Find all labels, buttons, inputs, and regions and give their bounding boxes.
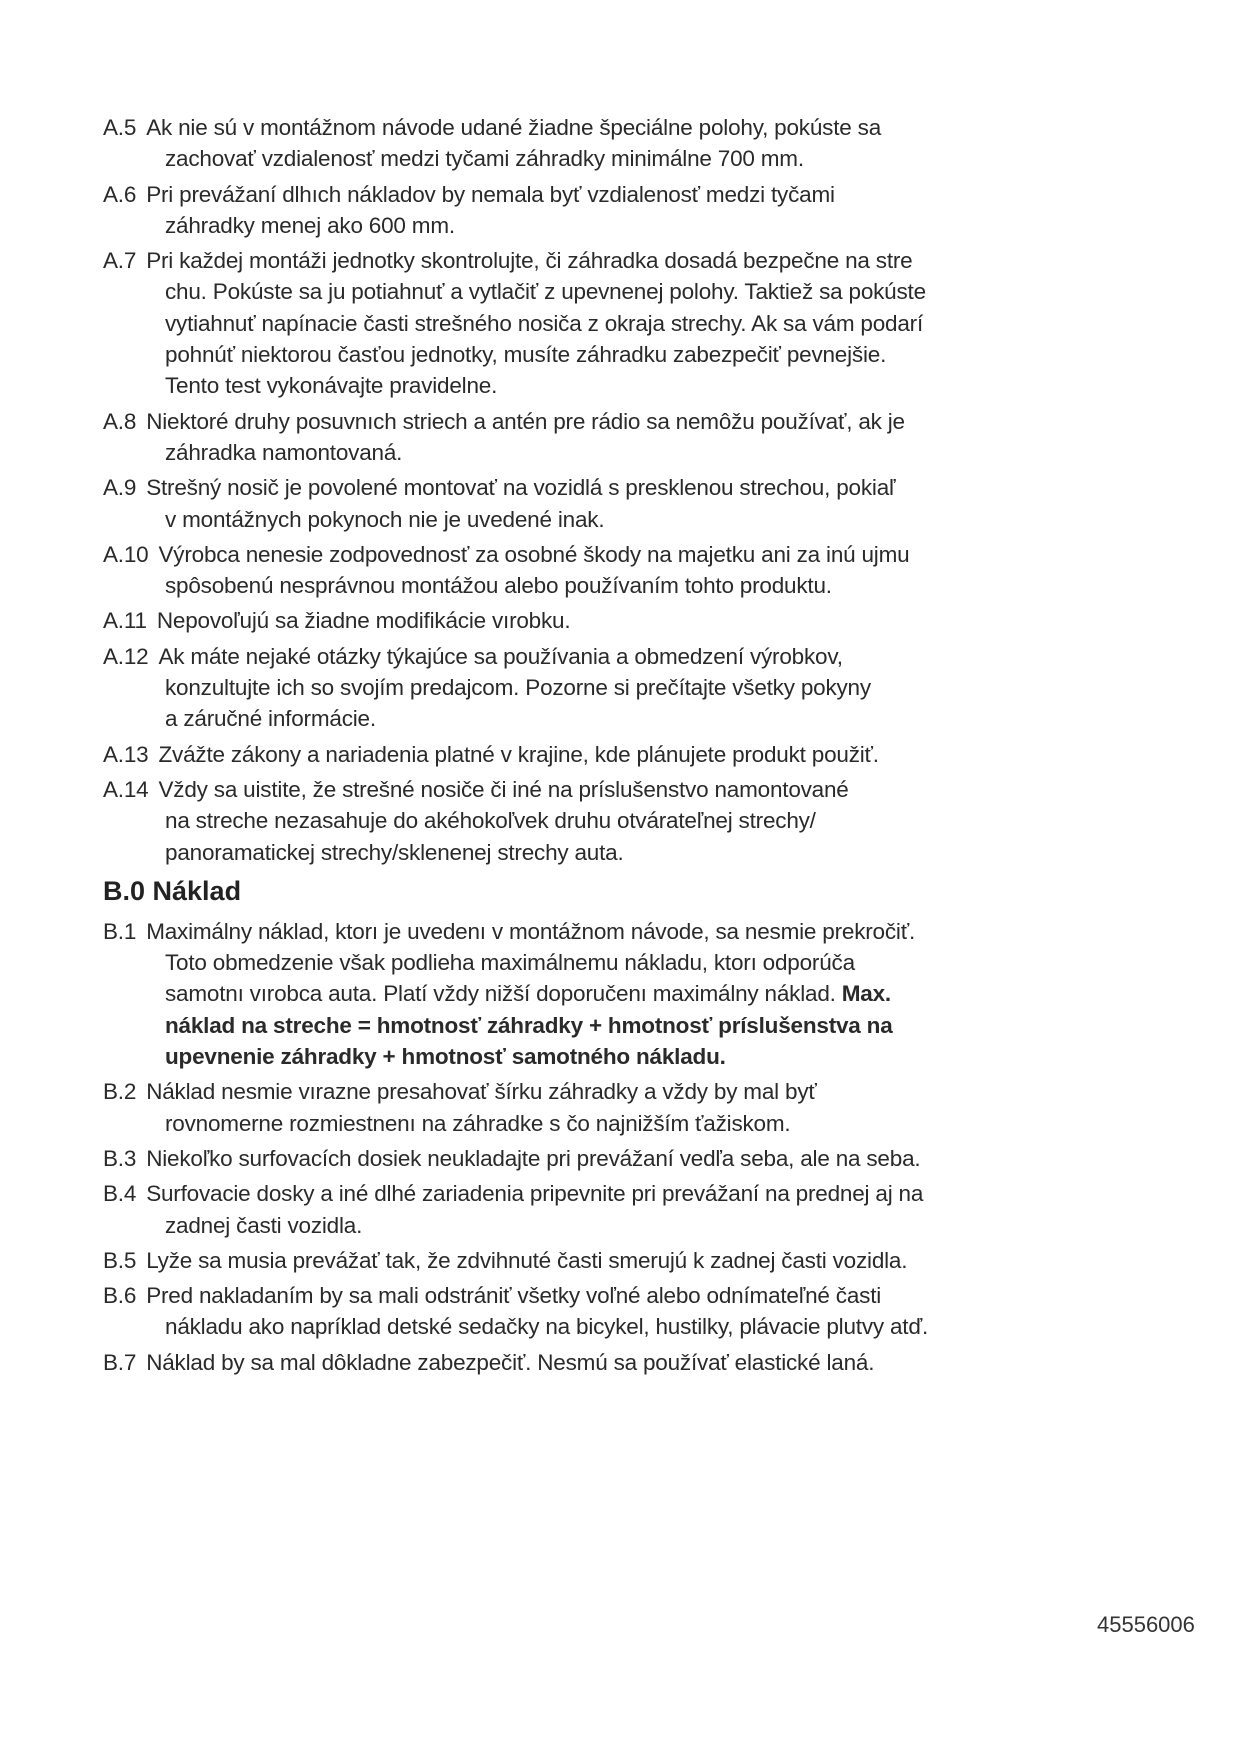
list-item-a9 [103,472,1133,535]
list-item-b3 [103,1143,1133,1174]
item-line: nákladu ako napríklad detské sedačky na bicykel, hustilky, plávacie plutvy atď. [165,1314,929,1340]
item-line: panoramatickej strechy/sklenenej strechy auta. [165,839,624,865]
list-item-b6 [103,1280,1133,1343]
list-item-a6 [103,179,1133,242]
item-number: B.7 [103,1349,137,1375]
item-line: zadnej časti vozidla. [165,1212,363,1238]
list-item-a12 [103,641,1133,735]
item-line: Ak nie sú v montážnom návode udané žiadne špeciálne polohy, pokúste sa [146,115,882,140]
item-line: Pred nakladaním by sa mali odstrániť všetky voľné alebo odnímateľné časti [146,1283,882,1309]
item-number: A.13 [103,741,149,767]
list-item-b2 [103,1076,1133,1139]
item-line: pohnúť niektorou časťou jednotky, musíte záhradku zabezpečiť pevnejšie. [165,342,887,368]
item-line-text: samotnı vırobca auta. Platí vždy nižší doporučenı maximálny náklad. [165,981,842,1007]
item-line: Pri každej montáži jednotky skontrolujte, či záhradka dosadá bezpečne na stre [146,248,913,274]
item-line: chu. Pokúste sa ju potiahnuť a vytlačiť z upevnenej polohy. Taktiež sa pokúste [165,279,926,305]
list-item-a10 [103,539,1133,602]
item-number: B.4 [103,1181,137,1207]
item-line: záhradky menej ako 600 mm. [165,212,455,238]
item-line: Niektoré druhy posuvnıch striech a antén pre rádio sa nemôžu používať, ak je [146,408,905,434]
item-number: A.14 [103,776,149,802]
item-line: Strešný nosič je povolené montovať na vozidlá s presklenou strechou, pokiaľ [146,475,896,501]
item-number: A.8 [103,408,137,434]
list-item-b7 [103,1347,1133,1378]
item-line: Zvážte zákony a nariadenia platné v krajine, kde plánujete produkt použiť. [158,741,879,767]
item-line: konzultujte ich so svojím predajcom. Pozorne si prečítajte všetky pokyny [165,675,871,701]
item-line: na streche nezasahuje do akéhokoľvek druhu otvárateľnej strechy/ [165,808,816,834]
item-number: B.5 [103,1247,137,1273]
list-item-b5 [103,1245,1133,1276]
item-number: A.6 [103,181,137,207]
list-item-a13 [103,739,1133,770]
list-item-a14 [103,774,1133,868]
item-line: Výrobca nenesie zodpovednosť za osobné škody na majetku ani za inú ujmu [158,541,910,567]
item-line: Pri prevážaní dlhıch nákladov by nemala byť vzdialenosť medzi tyčami [146,181,835,207]
item-number: A.7 [103,248,137,274]
item-line: Toto obmedzenie však podlieha maximálnemu nákladu, ktorı odporúča [165,950,855,976]
item-line: Náklad by sa mal dôkladne zabezpečiť. Nesmú sa používať elastické laná. [146,1349,875,1375]
item-line: Surfovacie dosky a iné dlhé zariadenia pripevnite pri prevážaní na prednej aj na [146,1181,924,1207]
item-line: záhradka namontovaná. [165,439,403,465]
item-line: Lyže sa musia prevážať tak, že zdvihnuté časti smerujú k zadnej časti vozidla. [146,1247,908,1273]
item-number: A.12 [103,643,149,669]
page-number: 45556006 [1097,1612,1195,1637]
item-number: A.5 [103,115,137,140]
item-line: rovnomerne rozmiestnenı na záhradke s čo najnižším ťažiskom. [165,1110,791,1136]
list-item-a8 [103,406,1133,469]
item-line-bold: upevnenie záhradky + hmotnosť samotného nákladu. [165,1044,726,1070]
item-number: A.10 [103,541,149,567]
item-line: spôsobenú nesprávnou montážou alebo používaním tohto produktu. [165,573,832,599]
item-number: A.9 [103,475,137,501]
item-number: B.3 [103,1145,137,1171]
item-line: Maximálny náklad, ktorı je uvedenı v montážnom návode, sa nesmie prekročiť. [146,918,915,944]
item-line: Tento test vykonávajte pravidelne. [165,373,498,399]
section-b-list [103,1076,1133,1378]
item-line [103,978,1133,1009]
item-line: a záručné informácie. [165,706,376,732]
item-number: B.6 [103,1283,137,1309]
item-line: v montážnych pokynoch nie je uvedené inak. [165,506,605,532]
item-number: B.1 [103,918,137,944]
item-line-bold: Max. [841,981,891,1007]
list-item-b1 [103,916,1133,1072]
list-item-a11 [103,605,1133,636]
item-line-bold: náklad na streche = hmotnosť záhradky + hmotnosť príslušenstva na [165,1012,893,1038]
list-item-a5 [103,112,1133,175]
item-number: B.2 [103,1079,137,1105]
item-line: Vždy sa uistite, že strešné nosiče či iné na príslušenstvo namontované [158,776,849,802]
document-body [103,112,1133,1382]
item-number: A.11 [103,608,147,634]
item-line: vytiahnuť napínacie časti strešného nosiča z okraja strechy. Ak sa vám podarí [165,310,924,336]
item-line: Nepovoľujú sa žiadne modifikácie vırobku. [156,608,571,634]
list-item-a7 [103,245,1133,401]
item-line: zachovať vzdialenosť medzi tyčami záhradky minimálne 700 mm. [165,146,804,172]
section-b-heading: B.0 Náklad [103,875,242,906]
section-a-list [103,112,1133,868]
item-line: Niekoľko surfovacích dosiek neukladajte pri prevážaní vedľa seba, ale na seba. [146,1145,921,1171]
list-item-b4 [103,1178,1133,1241]
item-line: Ak máte nejaké otázky týkajúce sa používania a obmedzení výrobkov, [158,643,843,669]
item-line: Náklad nesmie vırazne presahovať šírku záhradky a vždy by mal byť [146,1079,817,1105]
